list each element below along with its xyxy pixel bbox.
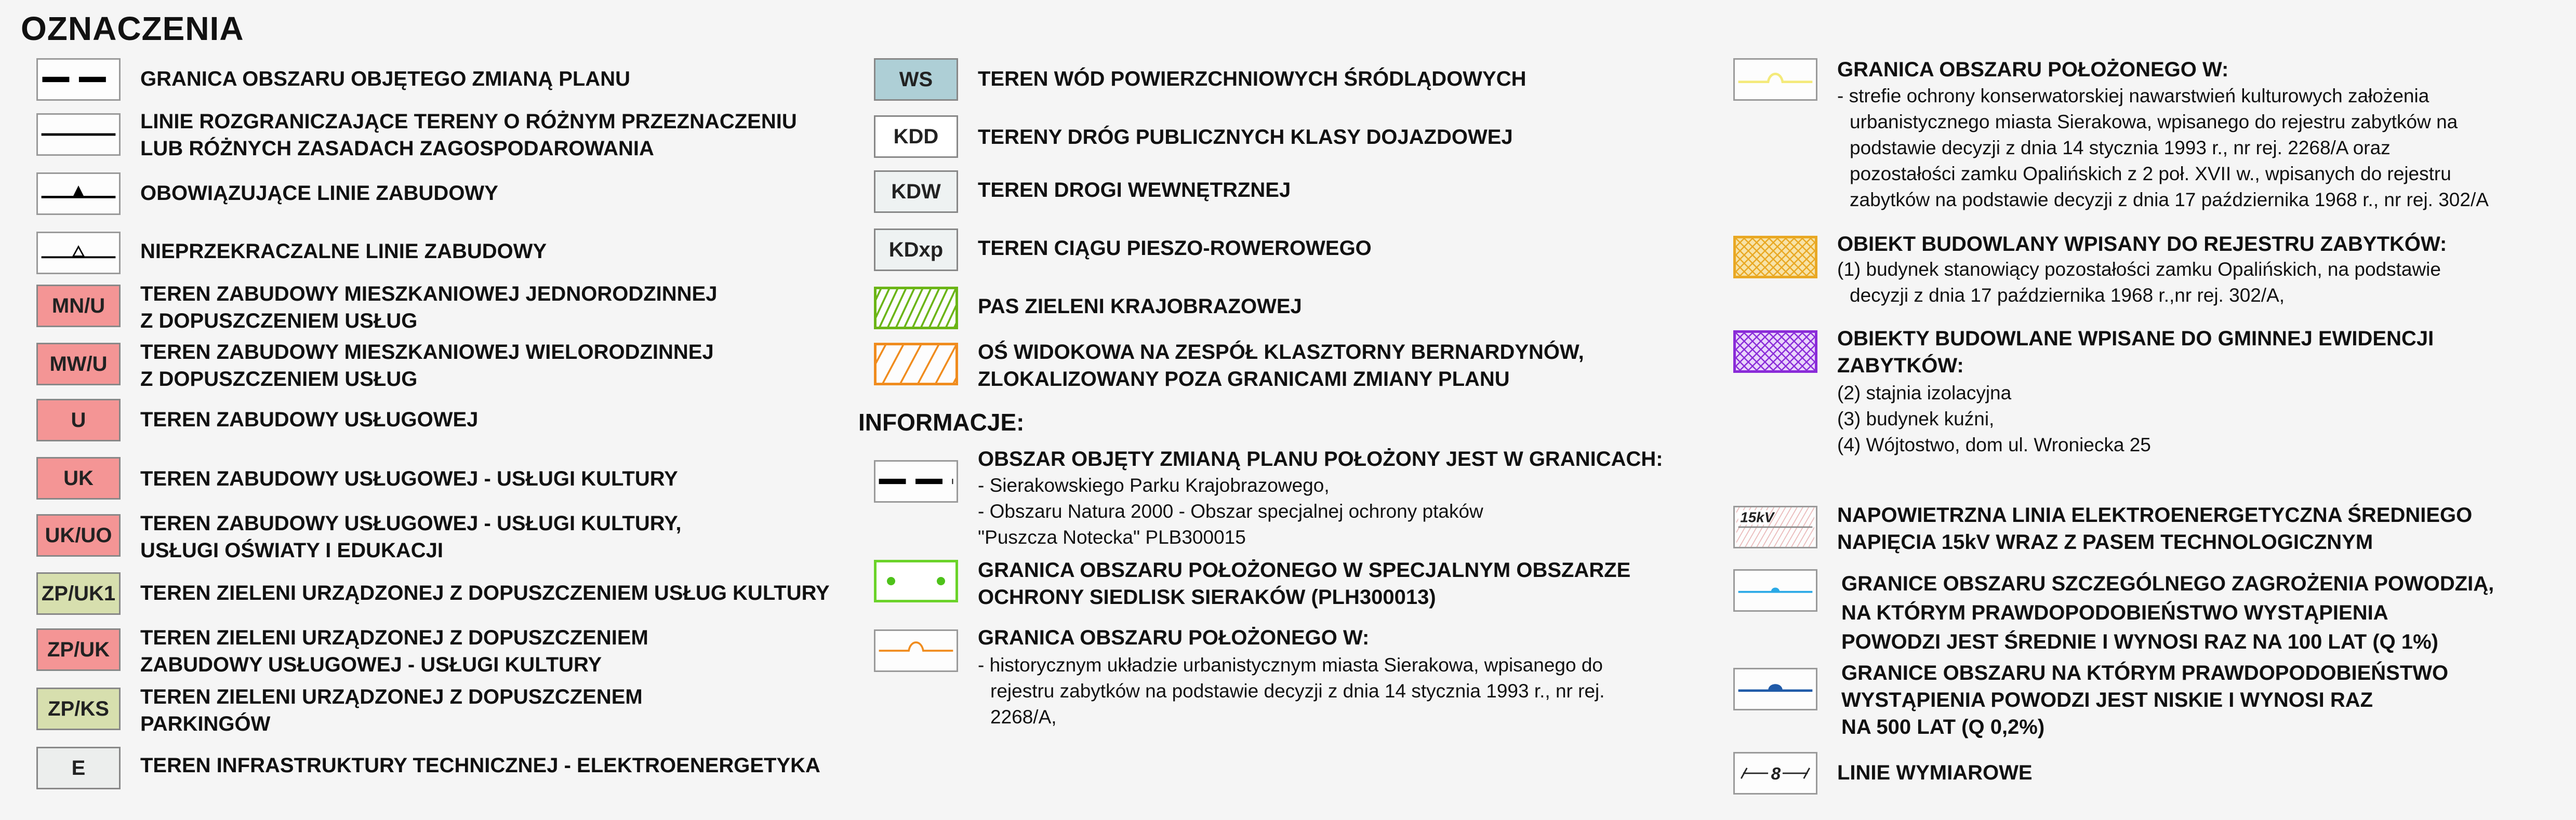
power-line-icon [1733,506,1817,548]
purple-crosshatch-icon [1733,330,1817,373]
zone-zpks-swatch: ZP/KS [36,688,121,730]
label-flood-500: GRANICE OBSZARU NA KTÓRYM PRAWDOPODOBIEŃSTWO WYSTĄPIENIA POWODZI JEST NISKIE I WYNOSI RAZ NA 500 LAT (Q 0,2%) [1841,662,2449,738]
legend-title: OZNACZENIA [21,10,244,47]
label-kdw: TEREN DROGI WEWNĘTRZNEJ [978,179,1291,201]
label-granica: GRANICA OBSZARU OBJĘTEGO ZMIANĄ PLANU [140,68,630,90]
label-os-widokowa: OŚ WIDOKOWA NA ZESPÓŁ KLASZTORNY BERNARDYNÓW, ZLOKALIZOWANY POZA GRANICAMI ZMIANY PLANU [978,341,1584,391]
label-ukuo: TEREN ZABUDOWY USŁUGOWEJ - USŁUGI KULTURY, USŁUGI OŚWIATY I EDUKACJI [140,512,682,562]
label-zpuk1: TEREN ZIELENI URZĄDZONEJ Z DOPUSZCZENIEM USŁUG KULTURY [140,582,830,604]
label-wymiarowe: LINIE WYMIAROWE [1837,761,2033,784]
zone-ukuo-swatch: UK/UO [36,514,121,557]
zone-kdw-swatch: KDW [874,170,958,213]
label-urban: GRANICA OBSZARU POŁOŻONEGO W: [978,626,1370,649]
dash-line-icon [36,58,121,101]
details-urban: - historycznym układzie urbanistycznym miasta Sierakowa, wpisanego do rejestru zabytków na podstawie decyzji z dnia 14 stycznia 1993 r., nr rej. 2268/A, [978,654,1605,728]
label-gminna: OBIEKTY BUDOWLANE WPISANE DO GMINNEJ EWIDENCJI ZABYTKÓW: [1837,327,2434,377]
label-linia-15kv: NAPOWIETRZNA LINIA ELEKTROENERGETYCZNA ŚREDNIEGO NAPIĘCIA 15kV WRAZ Z PASEM TECHNOLOGICZNYM [1837,504,2473,554]
informacje-title: INFORMACJE: [858,409,1025,436]
zone-ws-swatch: WS [874,58,958,101]
dimension-line-icon [1733,752,1817,795]
zone-zpuk-swatch: ZP/UK [36,628,121,671]
label-obowiazujace: OBOWIĄZUJĄCE LINIE ZABUDOWY [140,182,498,205]
solid-line-icon [36,113,121,156]
zone-e-swatch: E [36,747,121,789]
dimension-value-text: 8 [1771,764,1781,784]
power-line-voltage-text: 15kV [1740,509,1774,526]
orange-bump-line-icon [874,629,958,672]
zone-mwu-swatch: MW/U [36,343,121,385]
dash-line-icon [874,460,958,503]
details-strefa: - strefie ochrony konserwatorskiej nawarstwień kulturowych założenia urbanistycznego miasta Sierakowa, wpisanego do rejestru zabytków na podstawie decyzji z dnia 14 stycznia 1993 r., nr rej. 2268/A oraz pozostałości zamku Opalińskich z 2 poł. XVII w., wpisanych do rejestru zabytków na podstawie decyzji z dnia 17 października 1968 r., nr rej. 302/A [1837,85,2489,210]
open-triangle-line-icon [36,232,121,274]
zone-kdxp-swatch: KDxp [874,228,958,271]
label-flood-100: GRANICE OBSZARU SZCZEGÓLNEGO ZAGROŻENIA POWODZIĄ, NA KTÓRYM PRAWDOPODOBIEŃSTWO WYSTĄPIENIA POWODZI JEST ŚREDNIE I WYNOSI RAZ NA 100 LAT (Q 1%) [1841,572,2494,653]
label-obszar: OBSZAR OBJĘTY ZMIANĄ PLANU POŁOŻONY JEST W GRANICACH: [978,448,1663,471]
orange-crosshatch-icon [1733,236,1817,278]
label-ws: TEREN WÓD POWIERZCHNIOWYCH ŚRÓDLĄDOWYCH [978,68,1526,90]
zone-uk-swatch: UK [36,457,121,500]
zone-mnu-swatch: MN/U [36,285,121,327]
label-e: TEREN INFRASTRUKTURY TECHNICZNEJ - ELEKTROENERGETYKA [140,754,820,777]
label-u: TEREN ZABUDOWY USŁUGOWEJ [140,408,479,431]
label-mnu: TEREN ZABUDOWY MIESZKANIOWEJ JEDNORODZINNEJ Z DOPUSZCZENIEM USŁUG [140,283,718,332]
flood-02pct-icon [1733,668,1817,710]
label-zpuk: TEREN ZIELENI URZĄDZONEJ Z DOPUSZCZENIEM ZABUDOWY USŁUGOWEJ - USŁUGI KULTURY [140,626,648,676]
label-linie: LINIE ROZGRANICZAJĄCE TERENY O RÓŻNYM PRZEZNACZENIU LUB RÓŻNYCH ZASADACH ZAGOSPODAROWANIA [140,110,797,160]
label-nieprzekraczalne: NIEPRZEKRACZALNE LINIE ZABUDOWY [140,240,547,263]
zone-zpuk1-swatch: ZP/UK1 [36,572,121,615]
flood-1pct-icon [1733,569,1817,612]
details-rejestr: (1) budynek stanowiący pozostałości zamku Opalińskich, na podstawie decyzji z dnia 17 października 1968 r.,nr rej. 302/A, [1837,259,2441,306]
filled-triangle-line-icon [36,172,121,215]
label-strefa: GRANICA OBSZARU POŁOŻONEGO W: [1837,58,2229,81]
yellow-bump-line-icon [1733,58,1817,101]
label-zpks: TEREN ZIELENI URZĄDZONEJ Z DOPUSZCZENEM PARKINGÓW [140,685,643,735]
label-uk: TEREN ZABUDOWY USŁUGOWEJ - USŁUGI KULTURY [140,467,678,490]
label-pas-zieleni: PAS ZIELENI KRAJOBRAZOWEJ [978,295,1302,318]
green-dots-line-icon [874,560,958,602]
label-natura: GRANICA OBSZARU POŁOŻONEGO W SPECJALNYM OBSZARZE OCHRONY SIEDLISK SIERAKÓW (PLH300013) [978,559,1631,609]
label-rejestr: OBIEKT BUDOWLANY WPISANY DO REJESTRU ZABYTKÓW: [1837,233,2447,256]
orange-hatch-icon [874,343,958,385]
label-kdxp: TEREN CIĄGU PIESZO-ROWEROWEGO [978,237,1372,260]
label-mwu: TEREN ZABUDOWY MIESZKANIOWEJ WIELORODZINNEJ Z DOPUSZCZENIEM USŁUG [140,341,714,391]
label-kdd: TERENY DRÓG PUBLICZNYCH KLASY DOJAZDOWEJ [978,126,1513,149]
zone-u-swatch: U [36,399,121,441]
details-gminna: (2) stajnia izolacyjna (3) budynek kuźni, (4) Wójtostwo, dom ul. Wroniecka 25 [1837,382,2151,455]
details-obszar: - Sierakowskiego Parku Krajobrazowego, - Obszaru Natura 2000 - Obszar specjalnej ochrony ptaków "Puszcza Notecka" PLB300015 [978,475,1483,548]
zone-kdd-swatch: KDD [874,115,958,158]
green-hatch-icon [874,287,958,329]
